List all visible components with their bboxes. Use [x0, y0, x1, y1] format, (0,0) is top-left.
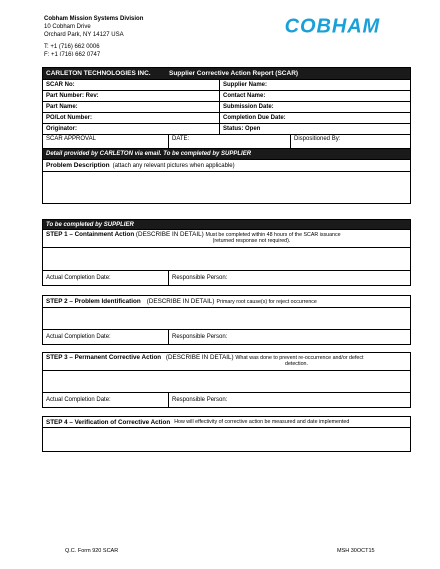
- detail-banner-text: Detail provided by CARLETON via email. To be completed by SUPPLIER: [46, 151, 252, 157]
- address-line-2: Orchard Park, NY 14127 USA: [44, 32, 124, 38]
- part-number-field[interactable]: Part Number: Rev:: [46, 93, 99, 99]
- step3-label: STEP 3 – Permanent Corrective Action: [46, 354, 162, 361]
- scar-form-table: [42, 67, 411, 204]
- step1-header: [43, 230, 410, 248]
- phone-number: T: +1 (716) 662 0006: [44, 44, 100, 50]
- problem-description-header: [43, 160, 410, 172]
- step1-label: STEP 1 – Containment Action: [46, 231, 135, 238]
- step1-input[interactable]: [43, 248, 410, 271]
- field-row: [43, 102, 410, 113]
- step3-header: [43, 353, 410, 371]
- step2-responsible-person[interactable]: Responsible Person:: [168, 330, 410, 344]
- completion-due-field[interactable]: Completion Due Date:: [219, 113, 410, 123]
- fax-number: F: +1 (716) 662 0747: [44, 52, 101, 56]
- step3-completion-row: [43, 393, 410, 407]
- division-name: Cobham Mission Systems Division: [44, 16, 144, 22]
- step2-completion-row: [43, 330, 410, 344]
- detail-banner: [43, 149, 410, 160]
- status-field: Status: Open: [219, 124, 410, 134]
- step2-table: [42, 295, 411, 345]
- revision-code: MSH 30OCT15: [337, 548, 375, 554]
- step1-responsible-person[interactable]: Responsible Person:: [168, 271, 410, 285]
- field-row: [43, 80, 410, 91]
- problem-description-label: Problem Description: [46, 162, 110, 169]
- form-title-row: [43, 68, 410, 80]
- step3-input[interactable]: [43, 371, 410, 393]
- step3-actual-completion-date[interactable]: Actual Completion Date:: [46, 397, 111, 403]
- dispositioned-by-field[interactable]: Dispositioned By:: [290, 135, 410, 148]
- field-row: [43, 113, 410, 124]
- step3-table: [42, 352, 411, 408]
- logo-text: COBHAM: [284, 15, 381, 35]
- scar-no-field[interactable]: SCAR No:: [46, 82, 75, 88]
- step3-describe: (DESCRIBE IN DETAIL): [165, 354, 234, 361]
- step4-header: [43, 417, 410, 428]
- supplier-company: CARLETON TECHNOLOGIES INC.: [46, 70, 151, 77]
- form-title: Supplier Corrective Action Report (SCAR): [169, 70, 299, 77]
- step3-note: What was done to prevent re-occurrence and/or defect: [235, 355, 364, 361]
- po-lot-field[interactable]: PO/Lot Number:: [46, 115, 92, 121]
- field-row: [43, 91, 410, 102]
- step2-label: STEP 2 – Problem Identification: [46, 298, 141, 305]
- scar-approval-field[interactable]: SCAR APPROVAL: [46, 136, 96, 142]
- originator-field[interactable]: Originator:: [46, 126, 77, 132]
- step4-note: How will effectivity of corrective action be measured and date implemented: [174, 419, 350, 425]
- step3-responsible-person[interactable]: Responsible Person:: [168, 393, 410, 407]
- step1-actual-completion-date[interactable]: Actual Completion Date:: [46, 275, 111, 281]
- supplier-banner-text: To be completed by SUPPLIER: [46, 221, 134, 228]
- step1-note2: (returned response not required).: [212, 238, 291, 244]
- part-name-field[interactable]: Part Name:: [46, 104, 78, 110]
- field-row: [43, 124, 410, 135]
- supplier-name-field[interactable]: Supplier Name:: [219, 80, 410, 90]
- problem-description-hint: (attach any relevant pictures when applicable): [112, 162, 235, 169]
- contact-name-field[interactable]: Contact Name:: [219, 91, 410, 101]
- problem-description-input[interactable]: [43, 172, 410, 203]
- step3-note2: detection.: [285, 361, 308, 367]
- step2-note: Primary root cause(s) for reject occurrence: [216, 298, 317, 305]
- step2-describe: (DESCRIBE IN DETAIL): [146, 298, 215, 305]
- supplier-banner: [43, 220, 410, 230]
- approval-row: [43, 135, 410, 149]
- approval-date-field[interactable]: DATE:: [168, 135, 290, 148]
- step1-describe: (DESCRIBE IN DETAIL): [135, 231, 204, 238]
- step1-completion-row: [43, 271, 410, 285]
- cobham-logo: [279, 15, 404, 35]
- submission-date-field[interactable]: Submission Date:: [219, 102, 410, 112]
- step4-table: [42, 416, 411, 452]
- form-number: Q.C. Form 920 SCAR: [65, 548, 119, 554]
- company-address-block: [44, 15, 143, 56]
- step2-input[interactable]: [43, 308, 410, 330]
- step4-label: STEP 4 – Verification of Corrective Action: [46, 418, 171, 426]
- step1-note: Must be completed within 48 hours of the SCAR issuance: [205, 232, 341, 238]
- step2-actual-completion-date[interactable]: Actual Completion Date:: [46, 334, 111, 340]
- step2-header: [43, 296, 410, 308]
- supplier-section-table: [42, 219, 411, 286]
- step4-input[interactable]: [43, 428, 410, 451]
- address-line-1: 10 Cobham Drive: [44, 24, 91, 30]
